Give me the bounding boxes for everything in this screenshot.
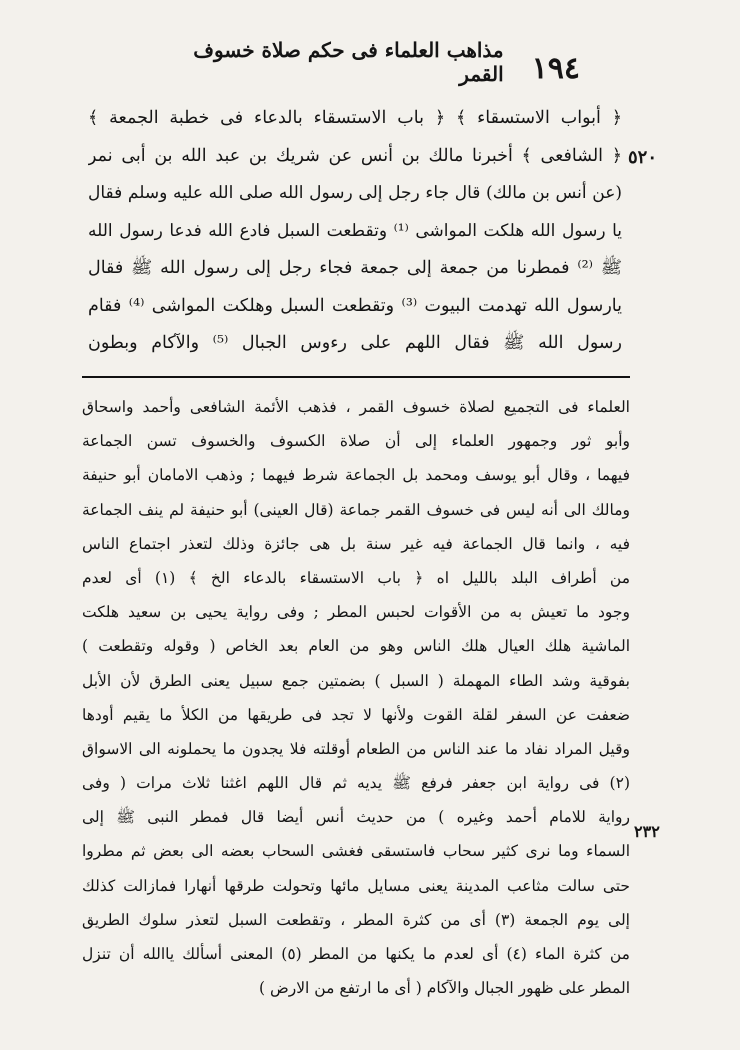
commentary-line: رواية للامام أحمد وغيره ) من حديث أنس أيضا قال فمطر النبى ﷺ إلى xyxy=(82,808,630,827)
commentary-line: (٢) فى رواية ابن جعفر فرفع ﷺ يديه ثم قال اللهم اغثنا ثلاث مرات ( وفى xyxy=(82,774,630,793)
page-header xyxy=(150,38,580,86)
commentary-line: العلماء فى التجميع لصلاة خسوف القمر ، فذهب الأئمة الشافعى وأحمد واسحاق xyxy=(82,398,630,416)
commentary-line: ومالك الى أنه ليس فى خسوف القمر جماعة (قال العينى) أبو حنيفة لم ينف الجماعة xyxy=(82,500,630,519)
commentary-line: السماء وما نرى كثير سحاب فاستسقى فغشى السحاب بعضه الى بعض ثم مطروا xyxy=(82,842,630,861)
commentary-line: وجود ما تعيش به من الأقوات لحبس المطر ; وفى رواية يحيى بن سعيد هلكت xyxy=(82,603,630,622)
commentary-line: فيهما ، وقال أبو يوسف ومحمد بل الجماعة شرط فيهما ; وذهب الامامان أبو حنيفة xyxy=(82,466,630,485)
running-title: مذاهب العلماء فى حكم صلاة خسوف القمر xyxy=(193,38,504,86)
hadith-line: (عن أنس بن مالك) قال جاء رجل إلى رسول الله صلى الله عليه وسلم فقال xyxy=(88,183,622,203)
section-separator xyxy=(82,376,630,378)
commentary-line: من كثرة الماء (٤) أى لعدم ما يكنها من المطر (٥) المعنى أسألك ياالله أن تنزل xyxy=(82,945,630,963)
hadith-line: رسول الله ﷺ فقال اللهم على رءوس الجبال ⁽⁵⁾ والآكام وبطون xyxy=(88,333,622,353)
commentary-number: ٢٣٢ xyxy=(634,822,660,841)
hadith-line: يارسول الله تهدمت البيوت ⁽³⁾ وتقطعت السبل وهلكت المواشى ⁽⁴⁾ فقام xyxy=(88,295,622,316)
hadith-text xyxy=(88,100,622,363)
page-number: ١٩٤ xyxy=(531,51,580,86)
hadith-line: ﴿ أبواب الاستسقاء ﴾ ﴿ باب الاستسقاء بالدعاء فى خطبة الجمعة ﴾ xyxy=(88,108,622,128)
hadith-line: يا رسول الله هلكت المواشى ⁽¹⁾ وتقطعت السبل فادع الله فدعا رسول الله xyxy=(88,220,622,241)
hadith-number: ٥٢٠ xyxy=(628,147,658,168)
commentary-line: بفوقية وشد الطاء المهملة ( السبل ) بضمتين جمع سبيل يعنى الطرق لأن الأبل xyxy=(82,671,630,690)
commentary-line: ضعفت عن السفر لقلة القوت ولأنها لا تجد فى طريقها من الكلأ ما يقيم أودها xyxy=(82,705,630,724)
commentary-line: وقيل المراد نفاد ما عند الناس من الطعام أوقلته فلا يجدون ما يحملونه الى الاسواق xyxy=(82,739,630,758)
commentary-line: المطر على ظهور الجبال والآكام ( أى ما ارتفع من الارض ) xyxy=(259,979,630,998)
commentary-line: إلى يوم الجمعة (٣) أى من كثرة المطر ، وتقطعت السبل لتعذر سلوك الطريق xyxy=(82,910,630,929)
commentary-line: حتى سالت مثاعب المدينة يعنى مسايل مائها وتحولت طرقها أنهارا فمازالت كذلك xyxy=(82,876,630,895)
commentary-text xyxy=(82,390,630,1005)
commentary-line: من أطراف البلد بالليل اه ﴿ باب الاستسقاء بالدعاء الخ ﴾ (١) أى لعدم xyxy=(82,568,630,587)
hadith-line: ﴿ الشافعى ﴾ أخبرنا مالك بن أنس عن شريك بن عبد الله بن أبى نمر xyxy=(88,145,622,166)
commentary-line: فيه ، وانما قال الجماعة فيه غير سنة بل هى جائزة وذلك لتعذر اجتماع الناس xyxy=(82,534,630,553)
commentary-line: الماشية هلك العيال هلك الناس وهو من العام بعد الخاص ( وقوله وتقطعت ) xyxy=(82,637,630,656)
hadith-line: ﷺ ⁽²⁾ فمطرنا من جمعة إلى جمعة فجاء رجل إلى رسول الله ﷺ فقال xyxy=(88,258,622,278)
commentary-line: وأبو ثور وجمهور العلماء إلى أن صلاة الكسوف والخسوف تسن الجماعة xyxy=(82,432,630,451)
